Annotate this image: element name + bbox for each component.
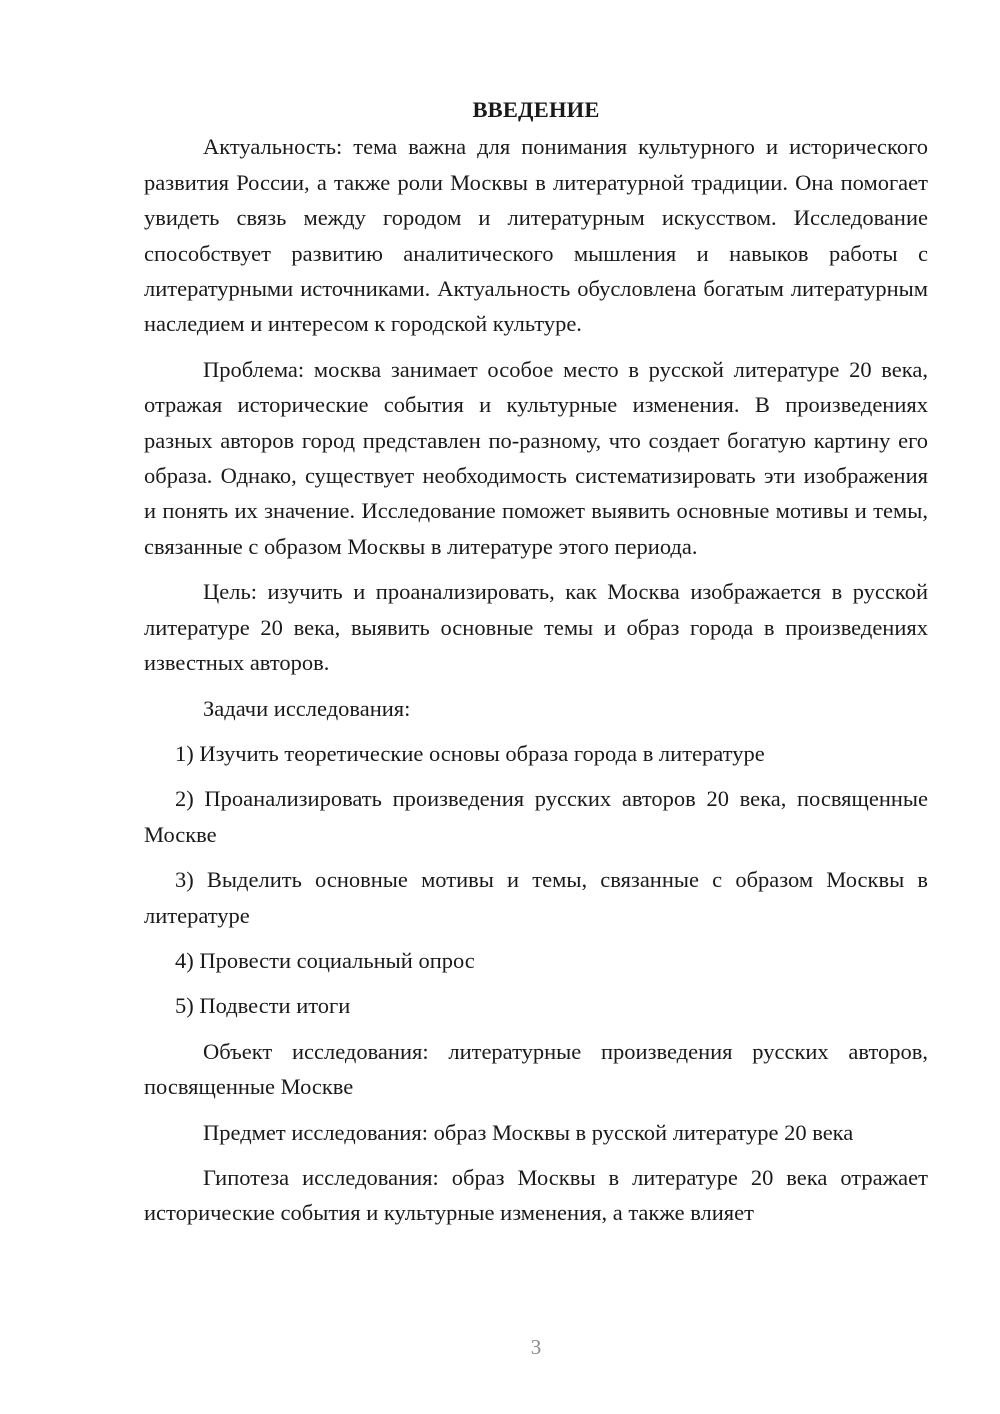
task-item-4: 4) Провести социальный опрос [175, 947, 475, 973]
task-item-5: 5) Подвести итоги [175, 993, 351, 1019]
problem-paragraph: Проблема: москва занимает особое место в русской литературе 20 века, отражая исторические события и культурные изменения. В произведениях разных авторов город представлен по-разному, что создает богатую картину его образа. Однако, существует необходимость систематизировать эти изображения и понять их значение. Исследование поможет выявить основные мотивы и темы, связанные с образом Москвы в литературе этого периода. [144, 356, 928, 559]
goal-paragraph: Цель: изучить и проанализировать, как Москва изображается в русской литературе 20 века, выявить основные темы и образ города в произведениях известных авторов. [144, 579, 928, 676]
hypothesis-paragraph: Гипотеза исследования: образ Москвы в литературе 20 века отражает исторические события и культурные изменения, а также влияет [144, 1164, 928, 1226]
task-item-2: 2) Проанализировать произведения русских авторов 20 века, посвященные Москве [144, 786, 928, 847]
page-number: 3 [530, 1335, 542, 1359]
document-body [144, 92, 928, 1241]
object-paragraph: Объект исследования: литературные произведения русских авторов, посвященные Москве [144, 1038, 928, 1100]
tasks-heading: Задачи исследования: [203, 695, 411, 721]
subject-paragraph: Предмет исследования: образ Москвы в русской литературе 20 века [203, 1119, 854, 1145]
section-heading: ВВЕДЕНИЕ [472, 97, 600, 122]
relevance-paragraph: Актуальность: тема важна для понимания культурного и исторического развития России, а также роли Москвы в литературной традиции. Она помогает увидеть связь между городом и литературным искусством. Исследование способствует развитию аналитического мышления и навыков работы с литературными источниками. Актуальность обусловлена богатым литературным наследием и интересом к городской культуре. [144, 134, 928, 337]
task-item-1: 1) Изучить теоретические основы образа города в литературе [175, 740, 765, 766]
task-item-3: 3) Выделить основные мотивы и темы, связанные с образом Москвы в литературе [144, 867, 928, 928]
